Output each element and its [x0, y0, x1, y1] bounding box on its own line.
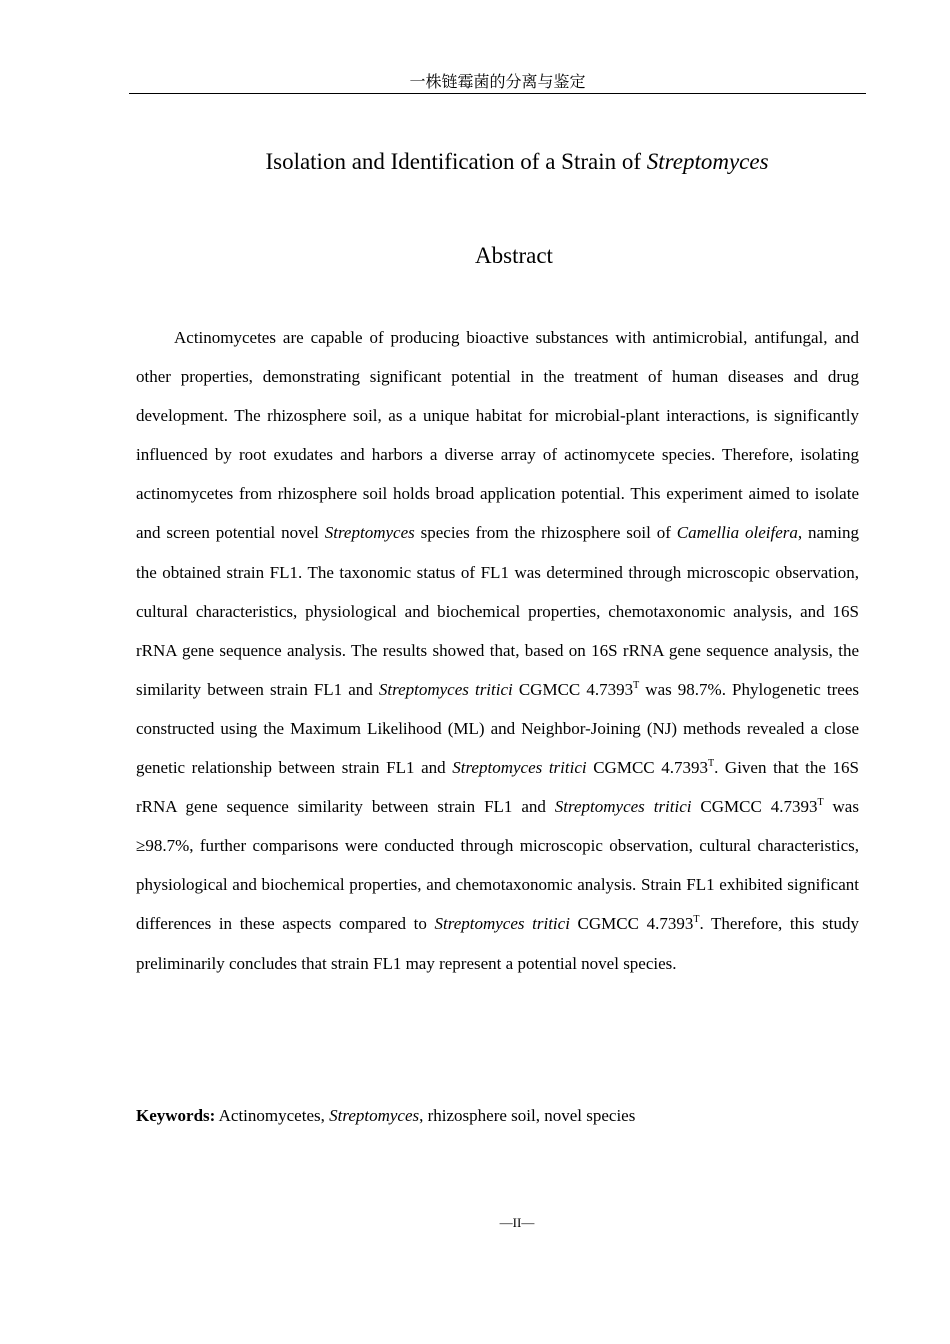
paper-title-genus: Streptomyces — [646, 149, 769, 174]
keywords-text: Actinomycetes, — [215, 1106, 330, 1125]
abstract-text: CGMCC 4.7393 — [586, 758, 708, 778]
abstract-species-name: Streptomyces tritici — [554, 797, 692, 817]
running-header: 一株链霉菌的分离与鉴定 — [129, 70, 866, 94]
type-strain-superscript: T — [817, 797, 824, 809]
abstract-text: Actinomycetes are capable of producing bioactive substances with antimicrobial, antifungal, and other properties, demonstrating significant potential in the treatment of human diseases and drug development. The rhizosphere soil, as a unique habitat for microbial-plant interactions, is significantly influenced by root exudates and harbors a diverse array of actinomycete species. Therefore, isolating actinomycetes from rhizosphere soil holds broad application potential. This experiment aimed to isolate and screen potential novel — [136, 328, 859, 543]
keywords-line — [136, 1103, 859, 1129]
abstract-species-name: Streptomyces tritici — [378, 679, 513, 699]
abstract-heading: Abstract — [475, 243, 553, 268]
abstract-text: . Given that the 16S rRNA gene sequence similarity between strain FL1 and — [136, 758, 859, 817]
keywords-text: , rhizosphere soil, novel species — [419, 1106, 636, 1125]
abstract-text: CGMCC 4.7393 — [512, 679, 634, 699]
paper-title — [129, 146, 905, 178]
abstract-species-name: Streptomyces tritici — [452, 758, 587, 778]
abstract-species-name: Streptomyces tritici — [434, 914, 570, 934]
type-strain-superscript: T — [707, 758, 715, 770]
abstract-text: was 98.7%. Phylogenetic trees constructed using the Maximum Likelihood (ML) and Neighbor-Joining (NJ) methods revealed a close genetic relationship between strain FL1 and — [136, 679, 859, 778]
keywords-label: Keywords: — [136, 1106, 216, 1125]
keywords-genus: Streptomyces — [329, 1106, 420, 1125]
page-number: —II— — [499, 1215, 535, 1230]
abstract-text: . Therefore, this study preliminarily concludes that strain FL1 may represent a potential novel species. — [136, 914, 859, 973]
abstract-text: CGMCC 4.7393 — [691, 797, 818, 817]
paper-title-text: Isolation and Identification of a Strain of — [265, 149, 647, 174]
abstract-text: , naming the obtained strain FL1. The taxonomic status of FL1 was determined through microscopic observation, cultural characteristics, physiological and biochemical properties, chemotaxonomic analysis, and 16S rRNA gene sequence analysis. The results showed that, based on 16S rRNA gene sequence analysis, the similarity between strain FL1 and — [136, 523, 859, 699]
abstract-text: species from the rhizosphere soil of — [414, 523, 677, 543]
type-strain-superscript: T — [633, 679, 640, 691]
type-strain-superscript: T — [693, 914, 700, 926]
abstract-plant-name: Camellia oleifera — [676, 523, 798, 543]
abstract-text: was ≥98.7%, further comparisons were conducted through microscopic observation, cultural characteristics, physiological and biochemical properties, and chemotaxonomic analysis. Strain FL1 exhibited significant differences in these aspects compared to — [136, 797, 859, 934]
abstract-text: CGMCC 4.7393 — [569, 914, 694, 934]
abstract-genus-name: Streptomyces — [324, 523, 415, 543]
abstract-body — [136, 318, 859, 983]
